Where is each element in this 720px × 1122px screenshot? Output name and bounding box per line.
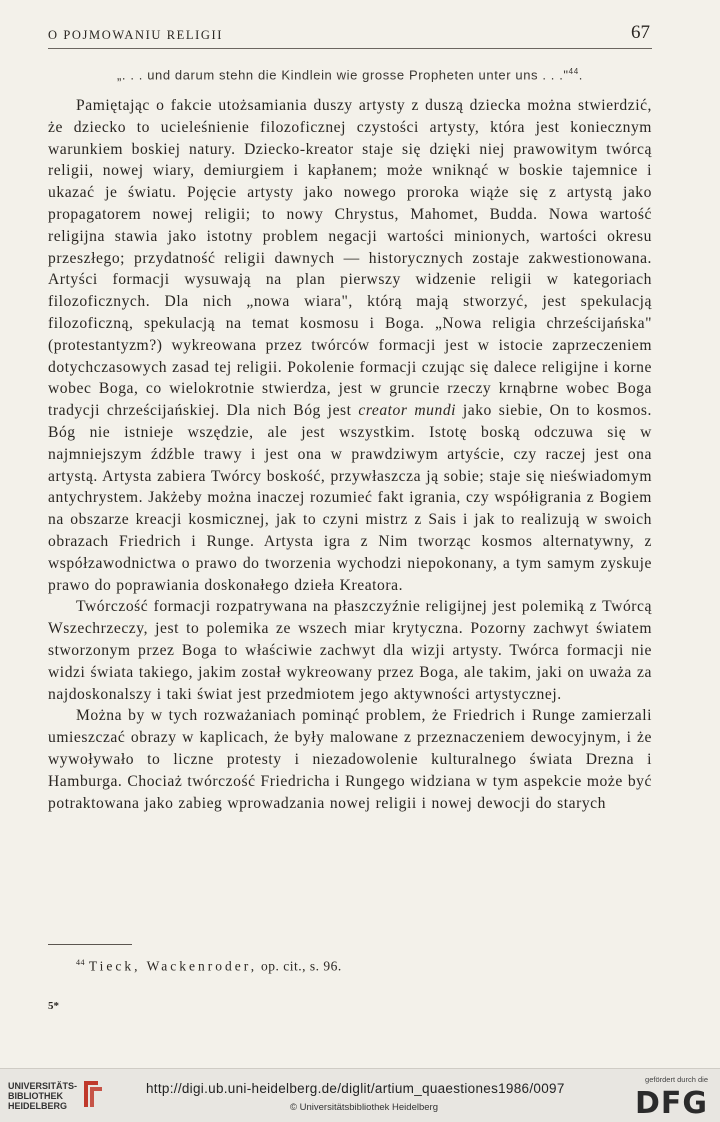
library-name-line-1: UNIVERSITÄTS- (8, 1081, 78, 1091)
library-name-line-2: BIBLIOTHEK (8, 1091, 63, 1101)
motto-end: . (578, 67, 583, 83)
footnote-citation: op. cit., s. 96. (260, 958, 342, 974)
running-title: O POJMOWANIU RELIGII (48, 28, 224, 42)
paragraph-1-part-b: jako siebie, On to kosmos. Bóg nie istnieje wszędzie, ale jest wszystkim. Istotę boską odczuwa się w najmniejszym źdźble trawy i jest ona w prawdziwym artyście, czy raczej jest ona artystą. Artysta zabiera Twórcy boskość, przywłaszcza ją sobie; staje się nieświadomym antychrystem. Jakżeby można inaczej rozumieć fakt igrania, czy współigrania z Bogiem na obszarze kreacji kosmicznej, jak to czyni mistrz z Sais i jak to realizują w swoich obrazach Friedrich i Runge. Artysta igra z Nim tworząc kosmos alternatywny, z współzawodnictwa o prawo do tworzenia wychodzi niepokonany, a tym samym zyskuje prawo do poprawiania doskonałego dzieła Kreatora. (48, 402, 652, 594)
dfg-logo[interactable]: DFG (634, 1086, 708, 1121)
library-emblem-icon (78, 1077, 106, 1111)
motto-text: „. . . und darum stehn die Kindlein wie grosse Propheten unter uns . . ." (117, 67, 569, 83)
paragraph-2: Twórczość formacji rozpatrywana na płaszczyźnie religijnej jest polemiką z Twórcą Wszechrzeczy, jest to polemika ze wszech miar krytyczna. Pozorny zachwyt światem stworzonym przez Boga to właściwie zachwyt dla wizji artysty. Twórca formacji nie widzi świata takiego, jakim został wykreowany przez Boga, ale takim, jaki on uważa za najdoskonalszy i taki świat jest przedmiotem jego aktywności artystycznej. (48, 598, 652, 703)
footnote (76, 958, 342, 975)
paragraph-1 (48, 95, 652, 596)
page-number: 67 (631, 22, 650, 43)
footnote-authors: Tieck, Wackenroder, (88, 958, 258, 974)
funder-label: gefördert durch die (645, 1075, 708, 1084)
paragraph-1-italic: creator mundi (358, 402, 457, 420)
permalink-url[interactable]: http://digi.ub.uni-heidelberg.de/diglit/artium_quaestiones1986/0097 (146, 1081, 565, 1096)
library-name-line-3: HEIDELBERG (8, 1101, 68, 1111)
motto-note-ref: 44 (568, 67, 579, 76)
digitization-footer (0, 1068, 720, 1122)
running-header (48, 22, 652, 49)
copyright-notice: © Universitätsbibliothek Heidelberg (290, 1102, 438, 1113)
signature-mark: 5* (48, 1000, 59, 1012)
body-text (48, 95, 652, 814)
paragraph-1-part-a: Pamiętając o fakcie utożsamiania duszy artysty z duszą dziecka można stwierdzić, że dziecko to ucieleśnienie filozoficznej czystości artysty, która jest koniecznym warunkiem boskiej natury. Dziecko-kreator staje się dzięki niej prawowitym twórcą religii, nowej wiary, demiurgiem i kapłanem; może wniknąć w boskie tajemnice i ukazać je światu. Pojęcie artysty jako nowego proroka wiąże się z artystą jako propagatorem nowej religii; to nowy Chrystus, Mahomet, Budda. Nowa wartość religijna stawia jako istotny problem negacji wartości minionych, wartości okresu przeszłego; przydatność religii dawnych — historycznych zostaje zakwestionowana. Artyści formacji wysuwają na plan pierwszy widzenie religii w kategoriach filozoficznych. Dla nich „nowa wiara", którą mają stworzyć, jest spekulacją filozoficzną, spekulacją na temat kosmosu i Boga. „Nowa religia chrześcijańska" (protestantyzm?) wykreowana przez twórców formacji jest w istocie zaprzeczeniem dotychczasowych zasad tej religii. Pokolenie formacji czując się dalece religijne i korne wobec Boga, co wielokrotnie stwierdza, jest w gruncie rzeczy krnąbrne wobec Boga tradycji chrześcijańskiej. Dla nich Bóg jest (48, 97, 652, 420)
library-logo[interactable] (8, 1081, 77, 1111)
paragraph-3: Można by w tych rozważaniach pominąć problem, że Friedrich i Runge zamierzali umieszczać obrazy w kaplicach, że były malowane z przeznaczeniem dewocyjnym, i że wywoływało to liczne protesty i niezadowolenie kulturalnego świata Drezna i Hamburga. Chociaż twórczość Friedricha i Rungego widziana w tym aspekcie może być potraktowana jako zabieg wprowadzania nowej religii i nowej dewocji do starych (48, 707, 652, 812)
footnote-number: 44 (76, 958, 85, 967)
motto-quote (48, 67, 652, 82)
footnote-rule (48, 944, 132, 945)
